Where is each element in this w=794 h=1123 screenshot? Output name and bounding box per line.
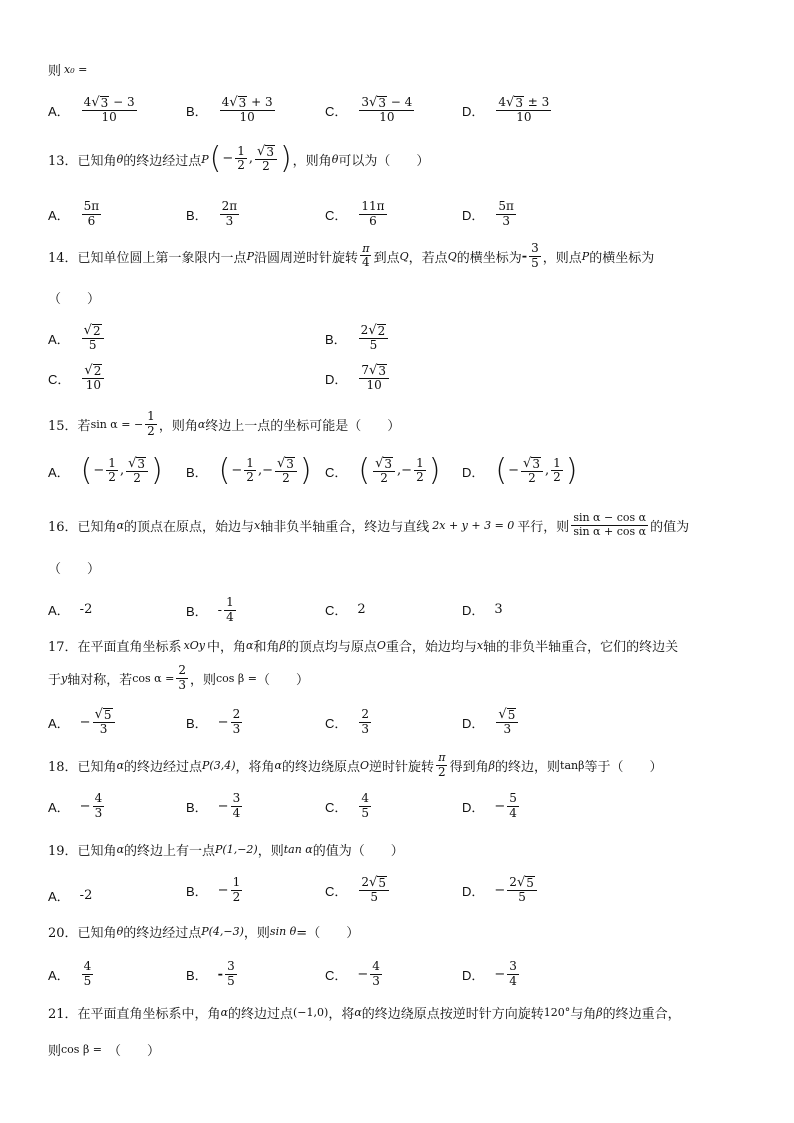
fraction: 4 √ 3 ± 3 10 xyxy=(498,95,550,125)
q17-stem-line2: 于 y 轴对称，若 cos α = $\frac{2}{3}$ ，则 cos β = （ ） xyxy=(48,663,309,692)
q17-option-d[interactable]: D． √ 5 3 xyxy=(462,708,520,737)
q16-option-d[interactable]: D． 3 xyxy=(462,602,503,618)
q15-option-c[interactable]: C． ( √ 3 2 ,− $\frac{1}{2}$ ) xyxy=(325,453,441,488)
q19-option-b[interactable]: B． − $\frac{1}{2}$ xyxy=(186,875,241,904)
q14-option-b[interactable]: B． 2 √ 2 5 xyxy=(325,324,390,353)
option-label: D． xyxy=(462,103,485,119)
fraction: 4 √ 3 − 3 10 xyxy=(83,95,135,125)
q13-option-a[interactable]: A． $\frac{5\pi}{6}$ xyxy=(48,199,100,228)
q16-paren: （ ） xyxy=(48,562,101,577)
q18-option-d[interactable]: D． − $\frac{5}{4}$ xyxy=(462,791,517,820)
q17-stem-line1: 17． 在平面直角坐标系 xOy 中，角 α 和角 β 的顶点均与原点 O 重合，始边均与 x 轴的非负半轴重合，它们的终边关 xyxy=(48,639,679,655)
q19-option-a[interactable]: A． -2 xyxy=(48,888,93,904)
q15-option-d[interactable]: D． ( − √ 3 2 , $\frac{1}{2}$ ) xyxy=(462,453,578,488)
q12-option-c[interactable] xyxy=(325,96,416,125)
q19-stem: 19． 已知角 α 的终边上有一点 P(1,−2) ，则 tan α 的值为（ ） xyxy=(48,843,404,859)
q16-option-c[interactable]: C． 2 xyxy=(325,602,366,618)
q18-option-c[interactable]: C． $\frac{4}{5}$ xyxy=(325,791,370,820)
q20-option-c[interactable]: C． − $\frac{4}{3}$ xyxy=(325,959,380,988)
q20-option-b[interactable]: B． - $\frac{3}{5}$ xyxy=(186,959,235,988)
q12-option-d[interactable] xyxy=(462,96,553,125)
q12-option-a[interactable] xyxy=(48,96,139,125)
option-label: B． xyxy=(186,103,208,119)
q12-tail xyxy=(48,60,87,79)
q13-stem: 13． 已知角 θ 的终边经过点 P ( − $\frac{1}{2}$ , √ 3 2 ) ，则角 θ 可以为（ ） xyxy=(48,141,430,176)
q20-stem: 20． 已知角 θ 的终边经过点 P(4,−3) ，则 sin θ =（ ） xyxy=(48,925,360,941)
q18-stem: 18． 已知角 α 的终边经过点 P(3,4) ，将角 α 的终边绕原点 O 逆时针旋转 $\frac{\pi}{2}$ 得到角 β 的终边，则 tanβ 等于（ ） xyxy=(48,751,663,779)
fraction: 4 √ 3 + 3 10 xyxy=(221,95,273,125)
q21-stem-line1: 21． 在平面直角坐标系中，角 α 的终边过点 (−1,0) ，将 α 的终边绕原点按逆时针方向旋转 120° 与角 β 的终边重合， xyxy=(48,1006,681,1022)
q20-option-a[interactable]: A． $\frac{4}{5}$ xyxy=(48,959,92,988)
q15-option-a[interactable]: A． ( − $\frac{1}{2}$ , √ 3 2 ) xyxy=(48,453,163,488)
q14-option-a[interactable]: A． √ 2 5 xyxy=(48,324,106,353)
q17-option-b[interactable]: B． − $\frac{2}{3}$ xyxy=(186,707,241,736)
q16-option-b[interactable]: B． - $\frac{1}{4}$ xyxy=(186,595,234,624)
q19-option-d[interactable]: D． − 2 √ 5 5 xyxy=(462,876,539,905)
q18-option-a[interactable]: A． − $\frac{4}{3}$ xyxy=(48,791,103,820)
q17-option-c[interactable]: C． $\frac{2}{3}$ xyxy=(325,707,370,736)
q14-option-c[interactable]: C． √ 2 10 xyxy=(48,364,106,393)
option-label: C． xyxy=(325,103,348,119)
q13-option-b[interactable]: B． $\frac{2\pi}{3}$ xyxy=(186,199,238,228)
q16-option-a[interactable]: A． -2 xyxy=(48,602,93,618)
q14-stem: 14． 已知单位圆上第一象限内一点 P 沿圆周逆时针旋转 $\frac{\pi}{4}$ 到点 Q ，若点 Q 的横坐标为 - $\frac{3}{5}$ ，则点 P 的横坐标为 xyxy=(48,241,655,270)
q12-option-b[interactable] xyxy=(186,96,277,125)
q13-option-d[interactable]: D． $\frac{5\pi}{3}$ xyxy=(462,199,514,228)
q20-option-d[interactable]: D． − $\frac{3}{4}$ xyxy=(462,959,517,988)
q19-option-c[interactable]: C． 2 √ 5 5 xyxy=(325,876,391,905)
option-label: A． xyxy=(48,103,70,119)
q18-option-b[interactable]: B． − $\frac{3}{4}$ xyxy=(186,791,241,820)
q17-option-a[interactable]: A． − √ 5 3 xyxy=(48,708,117,737)
q16-stem: 16． 已知角 α 的顶点在原点，始边与 x 轴非负半轴重合，终边与直线 2x + y + 3 = 0 平行，则 $\frac{\text{sin α − cos α}}{\text{sin α + cos α}}$ 的值为 xyxy=(48,511,690,538)
q14-option-d[interactable]: D． 7 √ 3 10 xyxy=(325,364,391,393)
q12-var: x₀ = xyxy=(64,63,88,76)
q15-option-b[interactable]: B． ( − $\frac{1}{2}$ ,− √ 3 2 ) xyxy=(186,453,312,488)
fraction: 3 √ 3 − 4 10 xyxy=(361,95,413,125)
q21-stem-line2: 则 cos β = （ ） xyxy=(48,1043,161,1059)
q12-text: 则 xyxy=(48,64,62,79)
q14-paren: （ ） xyxy=(48,292,101,307)
q13-option-c[interactable]: C． $\frac{11\pi}{6}$ xyxy=(325,199,385,228)
q15-stem: 15． 若 sin α = − $\frac{1}{2}$ ，则角 α 终边上一点的坐标可能是（ ） xyxy=(48,409,401,438)
